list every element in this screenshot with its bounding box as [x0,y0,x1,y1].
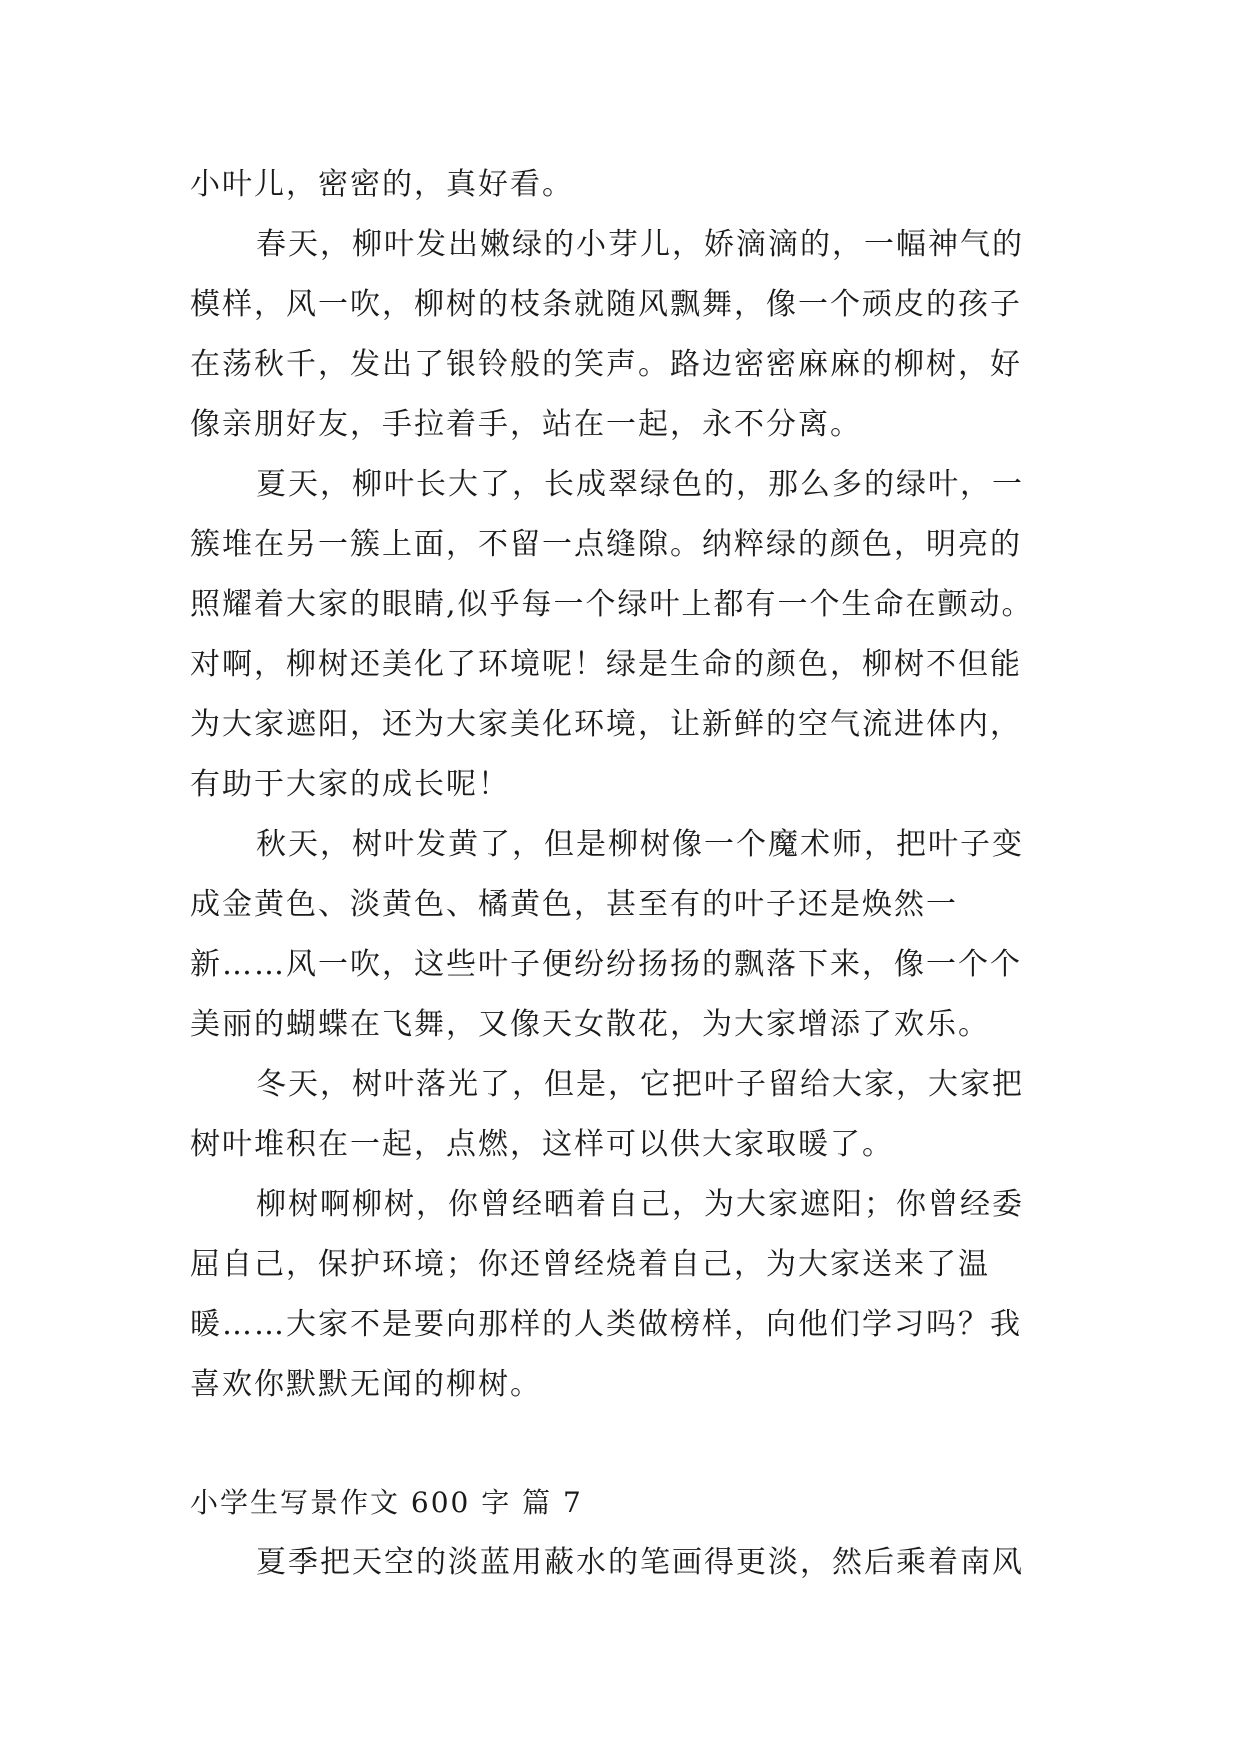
text-line: 暖……大家不是要向那样的人类做榜样，向他们学习吗？我 [190,1307,1022,1342]
text-line: 屈自己，保护环境；你还曾经烧着自己，为大家送来了温 [190,1247,990,1282]
text-line: 模样，风一吹，柳树的枝条就随风飘舞，像一个顽皮的孩子 [190,287,1022,322]
document-body [190,155,1070,1593]
text-line: 在荡秋千，发出了银铃般的笑声。路边密密麻麻的柳树，好 [190,347,1022,382]
section-heading: 小学生写景作文 600 字 篇 7 [190,1486,583,1519]
paragraph-block [190,155,1070,1415]
text-line: 像亲朋好友，手拉着手，站在一起，永不分离。 [190,407,862,442]
section-gap [190,1415,1070,1473]
text-line: 夏天，柳叶长大了，长成翠绿色的，那么多的绿叶，一 [256,467,1024,502]
text-line: 有助于大家的成长呢！ [190,767,510,802]
text-line: 夏季把天空的淡蓝用蔽水的笔画得更淡，然后乘着南风 [256,1545,1024,1580]
text-line: 柳树啊柳树，你曾经晒着自己，为大家遮阳；你曾经委 [256,1187,1024,1222]
text-line: 小叶儿，密密的，真好看。 [190,167,574,202]
text-line: 簇堆在另一簇上面，不留一点缝隙。纳粹绿的颜色，明亮的 [190,527,1022,562]
text-line: 照耀着大家的眼睛,似乎每一个绿叶上都有一个生命在颤动。 [190,587,1034,622]
text-line: 秋天，树叶发黄了，但是柳树像一个魔术师，把叶子变 [256,827,1024,862]
text-line: 树叶堆积在一起，点燃，这样可以供大家取暖了。 [190,1127,894,1162]
text-line: 为大家遮阳，还为大家美化环境，让新鲜的空气流进体内， [190,707,1022,742]
text-line: 春天，柳叶发出嫩绿的小芽儿，娇滴滴的，一幅神气的 [256,227,1024,262]
text-line: 美丽的蝴蝶在飞舞，又像天女散花，为大家增添了欢乐。 [190,1007,990,1042]
paragraph-block [190,1533,1070,1593]
text-line: 新……风一吹，这些叶子便纷纷扬扬的飘落下来，像一个个 [190,947,1022,982]
text-line: 对啊，柳树还美化了环境呢！绿是生命的颜色，柳树不但能 [190,647,1022,682]
text-line: 喜欢你默默无闻的柳树。 [190,1367,542,1402]
text-line: 冬天，树叶落光了，但是，它把叶子留给大家，大家把 [256,1067,1024,1102]
text-line: 成金黄色、淡黄色、橘黄色，甚至有的叶子还是焕然一 [190,887,958,922]
